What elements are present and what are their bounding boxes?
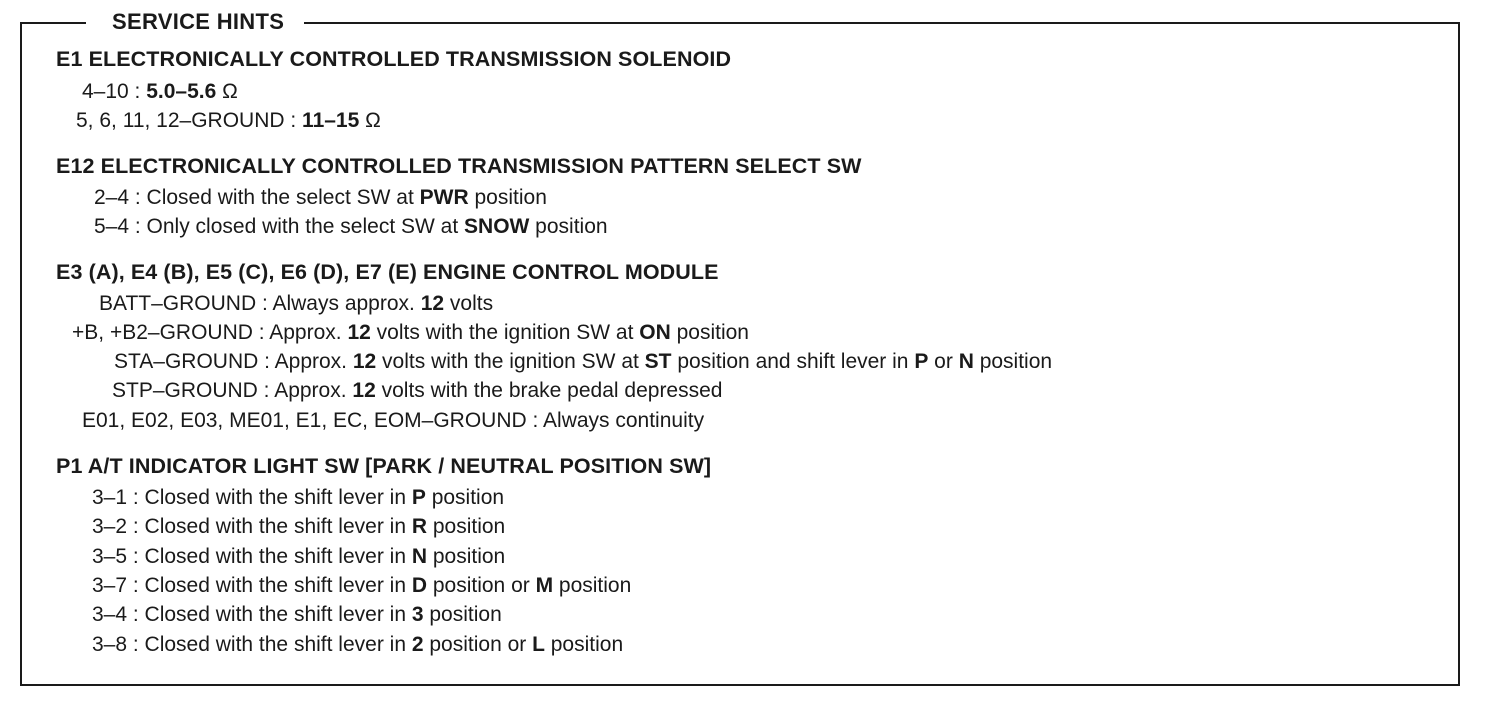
spec-text: position	[553, 574, 632, 597]
spec-text: volts with the brake pedal depressed	[375, 379, 723, 402]
spec-line	[112, 378, 722, 404]
spec-line	[76, 108, 381, 134]
section-heading: P1 A/T INDICATOR LIGHT SW [PARK / NEUTRAL POSITION SW]	[56, 454, 712, 478]
spec-text: position	[529, 215, 608, 238]
spec-line	[82, 408, 704, 434]
spec-text: 3–1 : Closed with the shift lever in	[92, 486, 412, 509]
spec-line	[94, 185, 547, 211]
spec-text: STA–GROUND : Approx.	[114, 350, 353, 373]
spec-text: 3–4 : Closed with the shift lever in	[92, 603, 412, 626]
spec-value: ST	[644, 350, 672, 373]
page-title: SERVICE HINTS	[86, 7, 304, 37]
spec-value: SNOW	[464, 215, 530, 238]
spec-text: position	[670, 321, 749, 344]
spec-line	[114, 349, 1052, 375]
spec-value: P	[914, 350, 929, 373]
spec-line	[99, 291, 493, 317]
spec-value: R	[411, 515, 428, 538]
spec-text: position or	[423, 633, 533, 656]
spec-text: STP–GROUND : Approx.	[112, 379, 353, 402]
spec-text: 5, 6, 11, 12–GROUND :	[76, 109, 303, 132]
spec-value: L	[532, 633, 545, 656]
section-heading: E1 ELECTRONICALLY CONTROLLED TRANSMISSION SOLENOID	[56, 47, 732, 71]
spec-value: N	[411, 545, 428, 568]
spec-line	[92, 573, 631, 599]
spec-text: position	[973, 350, 1053, 373]
spec-text: E01, E02, E03, ME01, E1, EC, EOM–GROUND : Always continuity	[82, 409, 705, 432]
spec-text: Ω	[359, 109, 381, 132]
spec-value: 5.0–5.6	[146, 80, 217, 103]
spec-value: P	[411, 486, 426, 509]
spec-value: 11–15	[302, 109, 360, 132]
spec-line	[92, 632, 623, 658]
spec-text: position and shift lever in	[671, 350, 915, 373]
spec-line	[92, 485, 504, 511]
spec-value: 12	[352, 379, 376, 402]
spec-text: or	[928, 350, 959, 373]
spec-value: ON	[639, 321, 671, 344]
spec-value: N	[958, 350, 974, 373]
spec-text: Ω	[216, 80, 238, 103]
spec-text: 5–4 : Only closed with the select SW at	[94, 215, 465, 238]
spec-text: 3–7 : Closed with the shift lever in	[92, 574, 412, 597]
spec-text: position	[427, 515, 506, 538]
spec-text: +B, +B2–GROUND : Approx.	[72, 321, 348, 344]
spec-text: 3–5 : Closed with the shift lever in	[92, 545, 412, 568]
spec-line	[92, 544, 505, 570]
spec-value: PWR	[419, 186, 469, 209]
spec-text: position	[544, 633, 624, 656]
spec-line	[82, 79, 238, 105]
spec-text: volts	[444, 292, 494, 315]
spec-text: 3–8 : Closed with the shift lever in	[92, 633, 412, 656]
spec-text: 4–10 :	[82, 80, 147, 103]
spec-text: position	[423, 603, 502, 626]
spec-text: position	[425, 486, 505, 509]
spec-line	[72, 320, 749, 346]
spec-line	[94, 214, 608, 240]
spec-value: 12	[347, 321, 371, 344]
spec-text: position	[427, 545, 506, 568]
section-heading: E3 (A), E4 (B), E5 (C), E6 (D), E7 (E) ENGINE CONTROL MODULE	[56, 260, 719, 284]
spec-text: volts with the ignition SW at	[370, 321, 640, 344]
spec-value: 2	[411, 633, 424, 656]
section-heading: E12 ELECTRONICALLY CONTROLLED TRANSMISSION PATTERN SELECT SW	[56, 154, 862, 178]
spec-value: 12	[352, 350, 377, 373]
spec-value: 12	[420, 292, 445, 315]
spec-line	[92, 514, 505, 540]
spec-value: D	[411, 574, 428, 597]
spec-line	[92, 602, 502, 628]
spec-text: position	[468, 186, 547, 209]
spec-value: M	[535, 574, 554, 597]
spec-text: BATT–GROUND : Always approx.	[99, 292, 421, 315]
spec-text: 2–4 : Closed with the select SW at	[94, 186, 420, 209]
spec-text: 3–2 : Closed with the shift lever in	[92, 515, 412, 538]
spec-text: position or	[427, 574, 536, 597]
spec-value: 3	[411, 603, 424, 626]
spec-text: volts with the ignition SW at	[376, 350, 645, 373]
